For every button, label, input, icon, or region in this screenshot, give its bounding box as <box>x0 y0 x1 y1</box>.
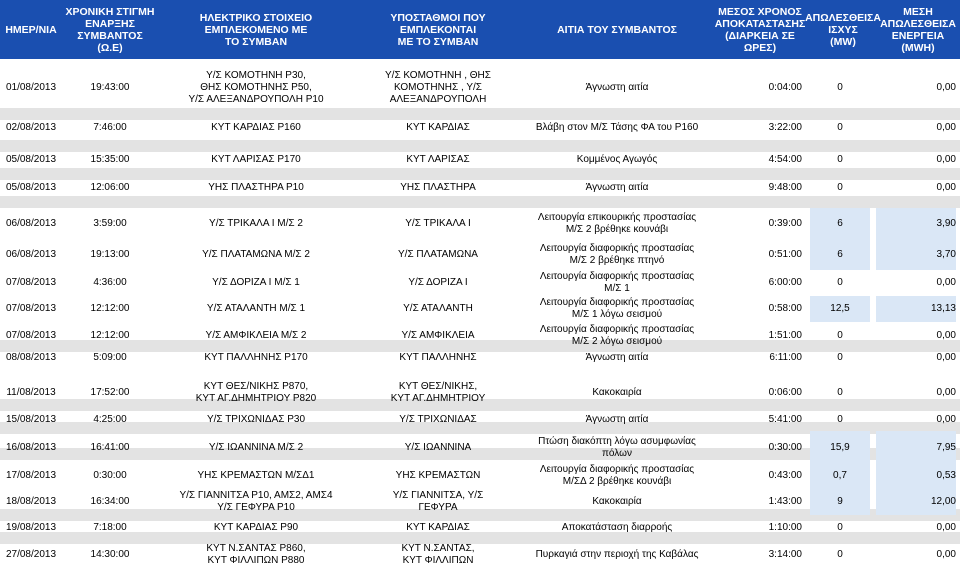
power-loss-cell: 0 <box>837 548 843 560</box>
row-separator-band <box>0 140 960 152</box>
element-cell: Υ/Σ ΠΛΑΤΑΜΩΝΑ Μ/Σ 2 <box>202 249 310 260</box>
energy-loss-cell: 7,95 <box>876 431 956 464</box>
power-loss-cell: 0 <box>837 330 843 341</box>
element-cell: Υ/Σ ΑΤΑΛΑΝΤΗ Μ/Σ 1 <box>206 303 306 314</box>
duration-cell: 0:43:00 <box>768 470 802 481</box>
power-loss-cell: 0 <box>837 277 843 288</box>
table-row <box>0 488 960 515</box>
duration-cell: 1:43:00 <box>768 495 802 507</box>
duration-cell: 3:22:00 <box>768 122 802 133</box>
power-loss-cell: 0 <box>837 82 843 93</box>
time-cell: 5:09:00 <box>93 352 127 363</box>
energy-loss-cell: 0,00 <box>936 548 956 560</box>
element-cell: Υ/Σ ΑΜΦΙΚΛΕΙΑ Μ/Σ 2 <box>205 330 307 341</box>
stations-cell: Υ/Σ ΑΜΦΙΚΛΕΙΑ <box>401 330 475 341</box>
element-cell: Υ/Σ ΓΙΑΝΝΙΤΣΑ Ρ10, ΑΜΣ2, ΑΜΣ4 Υ/Σ ΓΕΦΥΡΑ Ρ10 <box>179 489 333 513</box>
time-cell: 4:36:00 <box>93 277 127 288</box>
time-cell: 12:12:00 <box>90 303 130 314</box>
time-cell: 19:43:00 <box>90 82 130 93</box>
table-row <box>0 66 960 110</box>
duration-cell: 0:04:00 <box>768 82 802 93</box>
energy-loss-cell: 0,00 <box>936 154 956 165</box>
table-row <box>0 296 960 322</box>
element-cell: ΚΥΤ ΘΕΣ/ΝΙΚΗΣ Ρ870, ΚΥΤ ΑΓ.ΔΗΜΗΤΡΙΟΥ Ρ820 <box>195 380 317 404</box>
table-row <box>0 540 960 569</box>
duration-cell: 5:41:00 <box>768 414 802 425</box>
date-cell: 07/08/2013 <box>5 330 57 341</box>
power-loss-cell: 0,7 <box>810 464 870 488</box>
duration-cell: 4:54:00 <box>768 154 802 165</box>
cause-cell: Πτώση διακόπτη λόγω ασυμφωνίας πόλων <box>538 435 696 459</box>
duration-cell: 6:00:00 <box>768 277 802 288</box>
duration-cell: 9:48:00 <box>768 182 802 193</box>
date-cell: 27/08/2013 <box>5 548 57 560</box>
table-row <box>0 240 960 270</box>
table-row <box>0 322 960 350</box>
table-row <box>0 152 960 168</box>
element-cell: Υ/Σ ΚΟΜΟΤΗΝΗ Ρ30, ΘΗΣ ΚΟΜΟΤΗΝΗΣ Ρ50, Υ/Σ ΑΛΕΞΑΝΔΡΟΥΠΟΛΗ Ρ10 <box>188 70 324 105</box>
time-cell: 0:30:00 <box>93 470 127 481</box>
element-cell: Υ/Σ ΔΟΡΙΖΑ Ι Μ/Σ 1 <box>212 277 300 288</box>
table-row <box>0 431 960 464</box>
header-duration: ΜΕΣΟΣ ΧΡΟΝΟΣ ΑΠΟΚΑΤΑΣΤΑΣΗΣ (ΔΙΑΡΚΕΙΑ ΣΕ ΩΡΕΣ) <box>714 5 806 54</box>
stations-cell: Υ/Σ ΠΛΑΤΑΜΩΝΑ <box>398 249 478 260</box>
duration-cell: 0:06:00 <box>768 386 802 398</box>
power-loss-cell: 12,5 <box>810 296 870 322</box>
stations-cell: Υ/Σ ΤΡΙΧΩΝΙΔΑΣ <box>399 414 477 425</box>
energy-loss-cell: 3,90 <box>876 208 956 240</box>
energy-loss-cell: 3,70 <box>876 240 956 270</box>
header-energy-loss: ΜΕΣΗ ΑΠΩΛΕΣΘΕΙΣΑ ΕΝΕΡΓΕΙΑ (MWH) <box>880 5 956 54</box>
row-separator-band <box>0 196 960 208</box>
cause-cell: Πυρκαγιά στην περιοχή της Καβάλας <box>535 548 699 560</box>
cause-cell: Κακοκαιρία <box>592 386 642 398</box>
date-cell: 11/08/2013 <box>6 386 56 398</box>
element-cell: Υ/Σ ΤΡΙΧΩΝΙΔΑΣ Ρ30 <box>206 414 306 425</box>
time-cell: 19:13:00 <box>90 249 130 260</box>
date-cell: 06/08/2013 <box>5 249 57 260</box>
cause-cell: Λειτουργία διαφορικής προστασίας Μ/Σ 1 <box>539 271 695 294</box>
time-cell: 16:34:00 <box>90 495 130 507</box>
cause-cell: Άγνωστη αιτία <box>585 82 649 93</box>
element-cell: ΚΥΤ ΚΑΡΔΙΑΣ Ρ160 <box>211 122 301 133</box>
stations-cell: Υ/Σ ΙΩΑΝΝΙΝΑ <box>404 441 472 453</box>
stations-cell: Υ/Σ ΤΡΙΚΑΛΑ Ι <box>405 218 471 229</box>
stations-cell: ΚΥΤ ΚΑΡΔΙΑΣ <box>406 521 470 533</box>
time-cell: 14:30:00 <box>90 548 130 560</box>
energy-loss-cell: 0,00 <box>936 414 956 425</box>
duration-cell: 0:58:00 <box>768 303 802 314</box>
power-loss-cell: 6 <box>810 208 870 240</box>
duration-cell: 1:10:00 <box>768 521 802 533</box>
date-cell: 06/08/2013 <box>5 218 57 229</box>
table-row <box>0 208 960 240</box>
date-cell: 02/08/2013 <box>5 122 57 133</box>
date-cell: 16/08/2013 <box>5 441 57 453</box>
power-loss-cell: 9 <box>810 488 870 515</box>
energy-loss-cell: 0,00 <box>936 330 956 341</box>
cause-cell: Βλάβη στον Μ/Σ Τάσης ΦΑ του Ρ160 <box>535 122 699 133</box>
power-loss-cell: 0 <box>837 182 843 193</box>
header-time: ΧΡΟΝΙΚΗ ΣΤΙΓΜΗ ΕΝΑΡΞΗΣ ΣΥΜΒΑΝΤΟΣ (Ω.Ε) <box>65 5 155 54</box>
time-cell: 12:12:00 <box>90 330 130 341</box>
stations-cell: ΚΥΤ ΚΑΡΔΙΑΣ <box>406 122 470 133</box>
power-loss-cell: 0 <box>837 414 843 425</box>
date-cell: 17/08/2013 <box>5 470 57 481</box>
table-row <box>0 180 960 196</box>
energy-loss-cell: 0,00 <box>936 182 956 193</box>
date-cell: 01/08/2013 <box>5 82 57 93</box>
energy-loss-cell: 13,13 <box>876 296 956 322</box>
element-cell: ΚΥΤ ΚΑΡΔΙΑΣ Ρ90 <box>213 521 299 533</box>
power-loss-cell: 0 <box>837 122 843 133</box>
energy-loss-cell: 0,00 <box>936 122 956 133</box>
energy-loss-cell: 0,00 <box>936 521 956 533</box>
energy-loss-cell: 12,00 <box>876 488 956 515</box>
header-cause: ΑΙΤΙΑ ΤΟΥ ΣΥΜΒΑΝΤΟΣ <box>557 23 677 36</box>
cause-cell: Λειτουργία διαφορικής προστασίας Μ/ΣΔ 2 βρέθηκε κουνάβι <box>539 464 695 487</box>
duration-cell: 0:30:00 <box>768 441 802 453</box>
cause-cell: Άγνωστη αιτία <box>585 414 649 425</box>
duration-cell: 0:39:00 <box>768 218 802 229</box>
date-cell: 05/08/2013 <box>5 182 57 193</box>
energy-loss-cell: 0,53 <box>876 464 956 488</box>
table-row <box>0 270 960 296</box>
duration-cell: 1:51:00 <box>768 330 802 341</box>
stations-cell: ΚΥΤ Ν.ΣΑΝΤΑΣ, ΚΥΤ ΦΙΛΛΙΠΩΝ <box>401 542 475 566</box>
header-stations: ΥΠΟΣΤΑΘΜΟΙ ΠΟΥ ΕΜΠΛΕΚΟΝΤΑΙ ΜΕ ΤΟ ΣΥΜΒΑΝ <box>390 11 486 48</box>
date-cell: 19/08/2013 <box>5 521 57 533</box>
time-cell: 7:18:00 <box>93 521 127 533</box>
power-loss-cell: 0 <box>837 521 843 533</box>
time-cell: 3:59:00 <box>93 218 127 229</box>
table-row <box>0 464 960 488</box>
table-header <box>0 0 960 59</box>
energy-loss-cell: 0,00 <box>936 352 956 363</box>
cause-cell: Λειτουργία επικουρικής προστασίας Μ/Σ 2 βρέθηκε κουνάβι <box>537 212 697 235</box>
row-separator-band <box>0 168 960 180</box>
element-cell: ΚΥΤ ΠΑΛΛΗΝΗΣ Ρ170 <box>204 352 308 363</box>
date-cell: 15/08/2013 <box>5 414 57 425</box>
date-cell: 08/08/2013 <box>5 352 57 363</box>
time-cell: 17:52:00 <box>90 386 130 398</box>
stations-cell: ΥΗΣ ΠΛΑΣΤΗΡΑ <box>400 182 476 193</box>
stations-cell: ΚΥΤ ΘΕΣ/ΝΙΚΗΣ, ΚΥΤ ΑΓ.ΔΗΜΗΤΡΙΟΥ <box>390 380 486 404</box>
date-cell: 07/08/2013 <box>5 277 57 288</box>
date-cell: 18/08/2013 <box>5 495 57 507</box>
power-loss-cell: 0 <box>837 386 843 398</box>
cause-cell: Άγνωστη αιτία <box>585 352 649 363</box>
element-cell: Υ/Σ ΙΩΑΝΝΙΝΑ Μ/Σ 2 <box>208 441 304 453</box>
element-cell: Υ/Σ ΤΡΙΚΑΛΑ Ι Μ/Σ 2 <box>209 218 303 229</box>
date-cell: 07/08/2013 <box>5 303 57 314</box>
header-element: ΗΛΕΚΤΡΙΚΟ ΣΤΟΙΧΕΙΟ ΕΜΠΛΕΚΟΜΕΝΟ ΜΕ ΤΟ ΣΥΜΒΑΝ <box>199 11 313 48</box>
time-cell: 16:41:00 <box>90 441 130 453</box>
duration-cell: 3:14:00 <box>768 548 802 560</box>
energy-loss-cell: 0,00 <box>936 277 956 288</box>
table-row <box>0 120 960 136</box>
stations-cell: ΚΥΤ ΛΑΡΙΣΑΣ <box>406 154 470 165</box>
stations-cell: Υ/Σ ΓΙΑΝΝΙΤΣΑ, Υ/Σ ΓΕΦΥΡΑ <box>392 489 484 513</box>
power-loss-cell: 15,9 <box>810 431 870 464</box>
stations-cell: Υ/Σ ΚΟΜΟΤΗΝΗ , ΘΗΣ ΚΟΜΟΤΗΝΗΣ , Υ/Σ ΑΛΕΞΑΝΔΡΟΥΠΟΛΗ <box>385 70 491 105</box>
element-cell: ΥΗΣ ΚΡΕΜΑΣΤΩΝ Μ/ΣΔ1 <box>197 470 315 481</box>
element-cell: ΥΗΣ ΠΛΑΣΤΗΡΑ Ρ10 <box>208 182 304 193</box>
time-cell: 12:06:00 <box>90 182 130 193</box>
time-cell: 7:46:00 <box>93 122 127 133</box>
cause-cell: Λειτουργία διαφορικής προστασίας Μ/Σ 1 λόγω σεισμού <box>539 297 695 320</box>
table-row <box>0 409 960 431</box>
stations-cell: Υ/Σ ΔΟΡΙΖΑ Ι <box>408 277 468 288</box>
table-row <box>0 515 960 540</box>
cause-cell: Άγνωστη αιτία <box>585 182 649 193</box>
time-cell: 15:35:00 <box>90 154 130 165</box>
cause-cell: Κακοκαιρία <box>592 495 642 507</box>
power-loss-cell: 6 <box>810 240 870 270</box>
duration-cell: 6:11:00 <box>769 352 802 363</box>
time-cell: 4:25:00 <box>93 414 127 425</box>
cause-cell: Λειτουργία διαφορικής προστασίας Μ/Σ 2 λόγω σεισμού <box>539 324 695 347</box>
energy-loss-cell: 0,00 <box>936 386 956 398</box>
stations-cell: Υ/Σ ΑΤΑΛΑΝΤΗ <box>403 303 473 314</box>
energy-loss-cell: 0,00 <box>936 82 956 93</box>
cause-cell: Λειτουργία διαφορικής προστασίας Μ/Σ 2 βρέθηκε πτηνό <box>539 243 695 266</box>
duration-cell: 0:51:00 <box>768 249 802 260</box>
power-loss-cell: 0 <box>837 352 843 363</box>
header-date: ΗΜΕΡ/ΝΙΑ <box>5 23 57 36</box>
stations-cell: ΚΥΤ ΠΑΛΛΗΝΗΣ <box>399 352 477 363</box>
stations-cell: ΥΗΣ ΚΡΕΜΑΣΤΩΝ <box>395 470 481 481</box>
cause-cell: Κομμένος Αγωγός <box>576 154 658 165</box>
power-loss-cell: 0 <box>837 154 843 165</box>
date-cell: 05/08/2013 <box>5 154 57 165</box>
cause-cell: Αποκατάσταση διαρροής <box>561 521 673 533</box>
element-cell: ΚΥΤ ΛΑΡΙΣΑΣ Ρ170 <box>211 154 301 165</box>
table-row <box>0 350 960 366</box>
table-row <box>0 376 960 409</box>
element-cell: ΚΥΤ Ν.ΣΑΝΤΑΣ Ρ860, ΚΥΤ ΦΙΛΛΙΠΩΝ Ρ880 <box>206 542 306 566</box>
header-power-loss: ΑΠΩΛΕΣΘΕΙΣΑ ΙΣΧΥΣ (MW) <box>805 11 881 48</box>
